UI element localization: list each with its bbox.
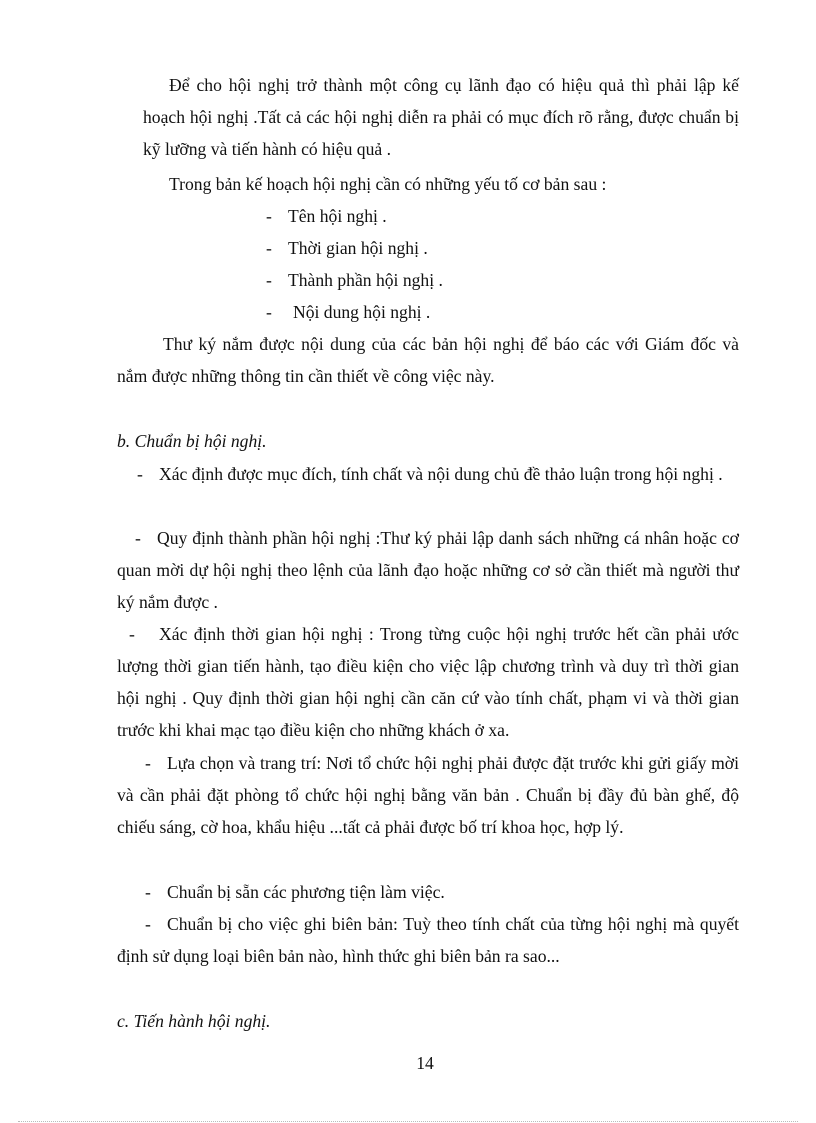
list-item: - Tên hội nghị .	[266, 200, 387, 232]
section-heading-b: b. Chuẩn bị hội nghị.	[117, 431, 267, 451]
list-item: - Chuẩn bị cho việc ghi biên bản: Tuỳ theo tính chất của từng hội nghị mà quyết định sử dụng loại biên bản nào, hình thức ghi biên bản ra sao...	[117, 908, 739, 972]
page-bottom-rule	[18, 1121, 798, 1122]
list-item: - Xác định được mục đích, tính chất và nội dung chủ đề thảo luận trong hội nghị .	[117, 458, 739, 490]
list-dash: -	[266, 238, 272, 258]
list-dash: -	[135, 528, 141, 548]
list-item: - Lựa chọn và trang trí: Nơi tổ chức hội nghị phải được đặt trước khi gửi giấy mời và cần phải đặt phòng tổ chức hội nghị bằng văn bản . Chuẩn bị đầy đủ bàn ghế, độ chiếu sáng, cờ hoa, khẩu hiệu ...tất cả phải được bố trí khoa học, hợp lý.	[117, 747, 739, 843]
list-dash: -	[145, 882, 151, 902]
list-dash: -	[266, 206, 272, 226]
list-item: - Thời gian hội nghị .	[266, 232, 428, 264]
list-item: - Quy định thành phần hội nghị :Thư ký phải lập danh sách những cá nhân hoặc cơ quan mời dự hội nghị theo lệnh của lãnh đạo hoặc những cơ sở cần thiết mà người thư ký nắm được .	[117, 522, 739, 618]
list-item: - Xác định thời gian hội nghị : Trong từng cuộc hội nghị trước hết cần phải ước lượng thời gian tiến hành, tạo điều kiện cho việc lập chương trình và duy trì thời gian hội nghị . Quy định thời gian hội nghị cần căn cứ vào tính chất, phạm vi và thời gian trước khi khai mạc tạo điều kiện cho những khách ở xa.	[117, 618, 739, 746]
list-item: - Chuẩn bị sẵn các phương tiện làm việc.	[117, 876, 739, 908]
section-heading-c: c. Tiến hành hội nghị.	[117, 1011, 271, 1031]
list-dash: -	[145, 753, 151, 773]
paragraph-plan-elements-intro: Trong bản kế hoạch hội nghị cần có những yếu tố cơ bản sau :	[169, 174, 607, 194]
list-dash: -	[266, 302, 272, 322]
page-number: 14	[416, 1053, 434, 1073]
paragraph-plan-purpose: Để cho hội nghị trở thành một công cụ lãnh đạo có hiệu quả thì phải lập kế hoạch hội nghị .Tất cả các hội nghị diễn ra phải có mục đích rõ rằng, được chuẩn bị kỹ lưỡng và tiến hành có hiệu quả .	[143, 75, 739, 159]
list-dash: -	[137, 464, 143, 484]
paragraph-secretary-role: Thư ký nắm được nội dung của các bản hội nghị để báo các với Giám đốc và nắm được những thông tin cần thiết về công việc này.	[117, 334, 739, 386]
list-dash: -	[266, 270, 272, 290]
list-dash: -	[129, 624, 135, 644]
list-item: - Nội dung hội nghị .	[266, 296, 430, 328]
list-dash: -	[145, 914, 151, 934]
list-item: - Thành phần hội nghị .	[266, 264, 443, 296]
